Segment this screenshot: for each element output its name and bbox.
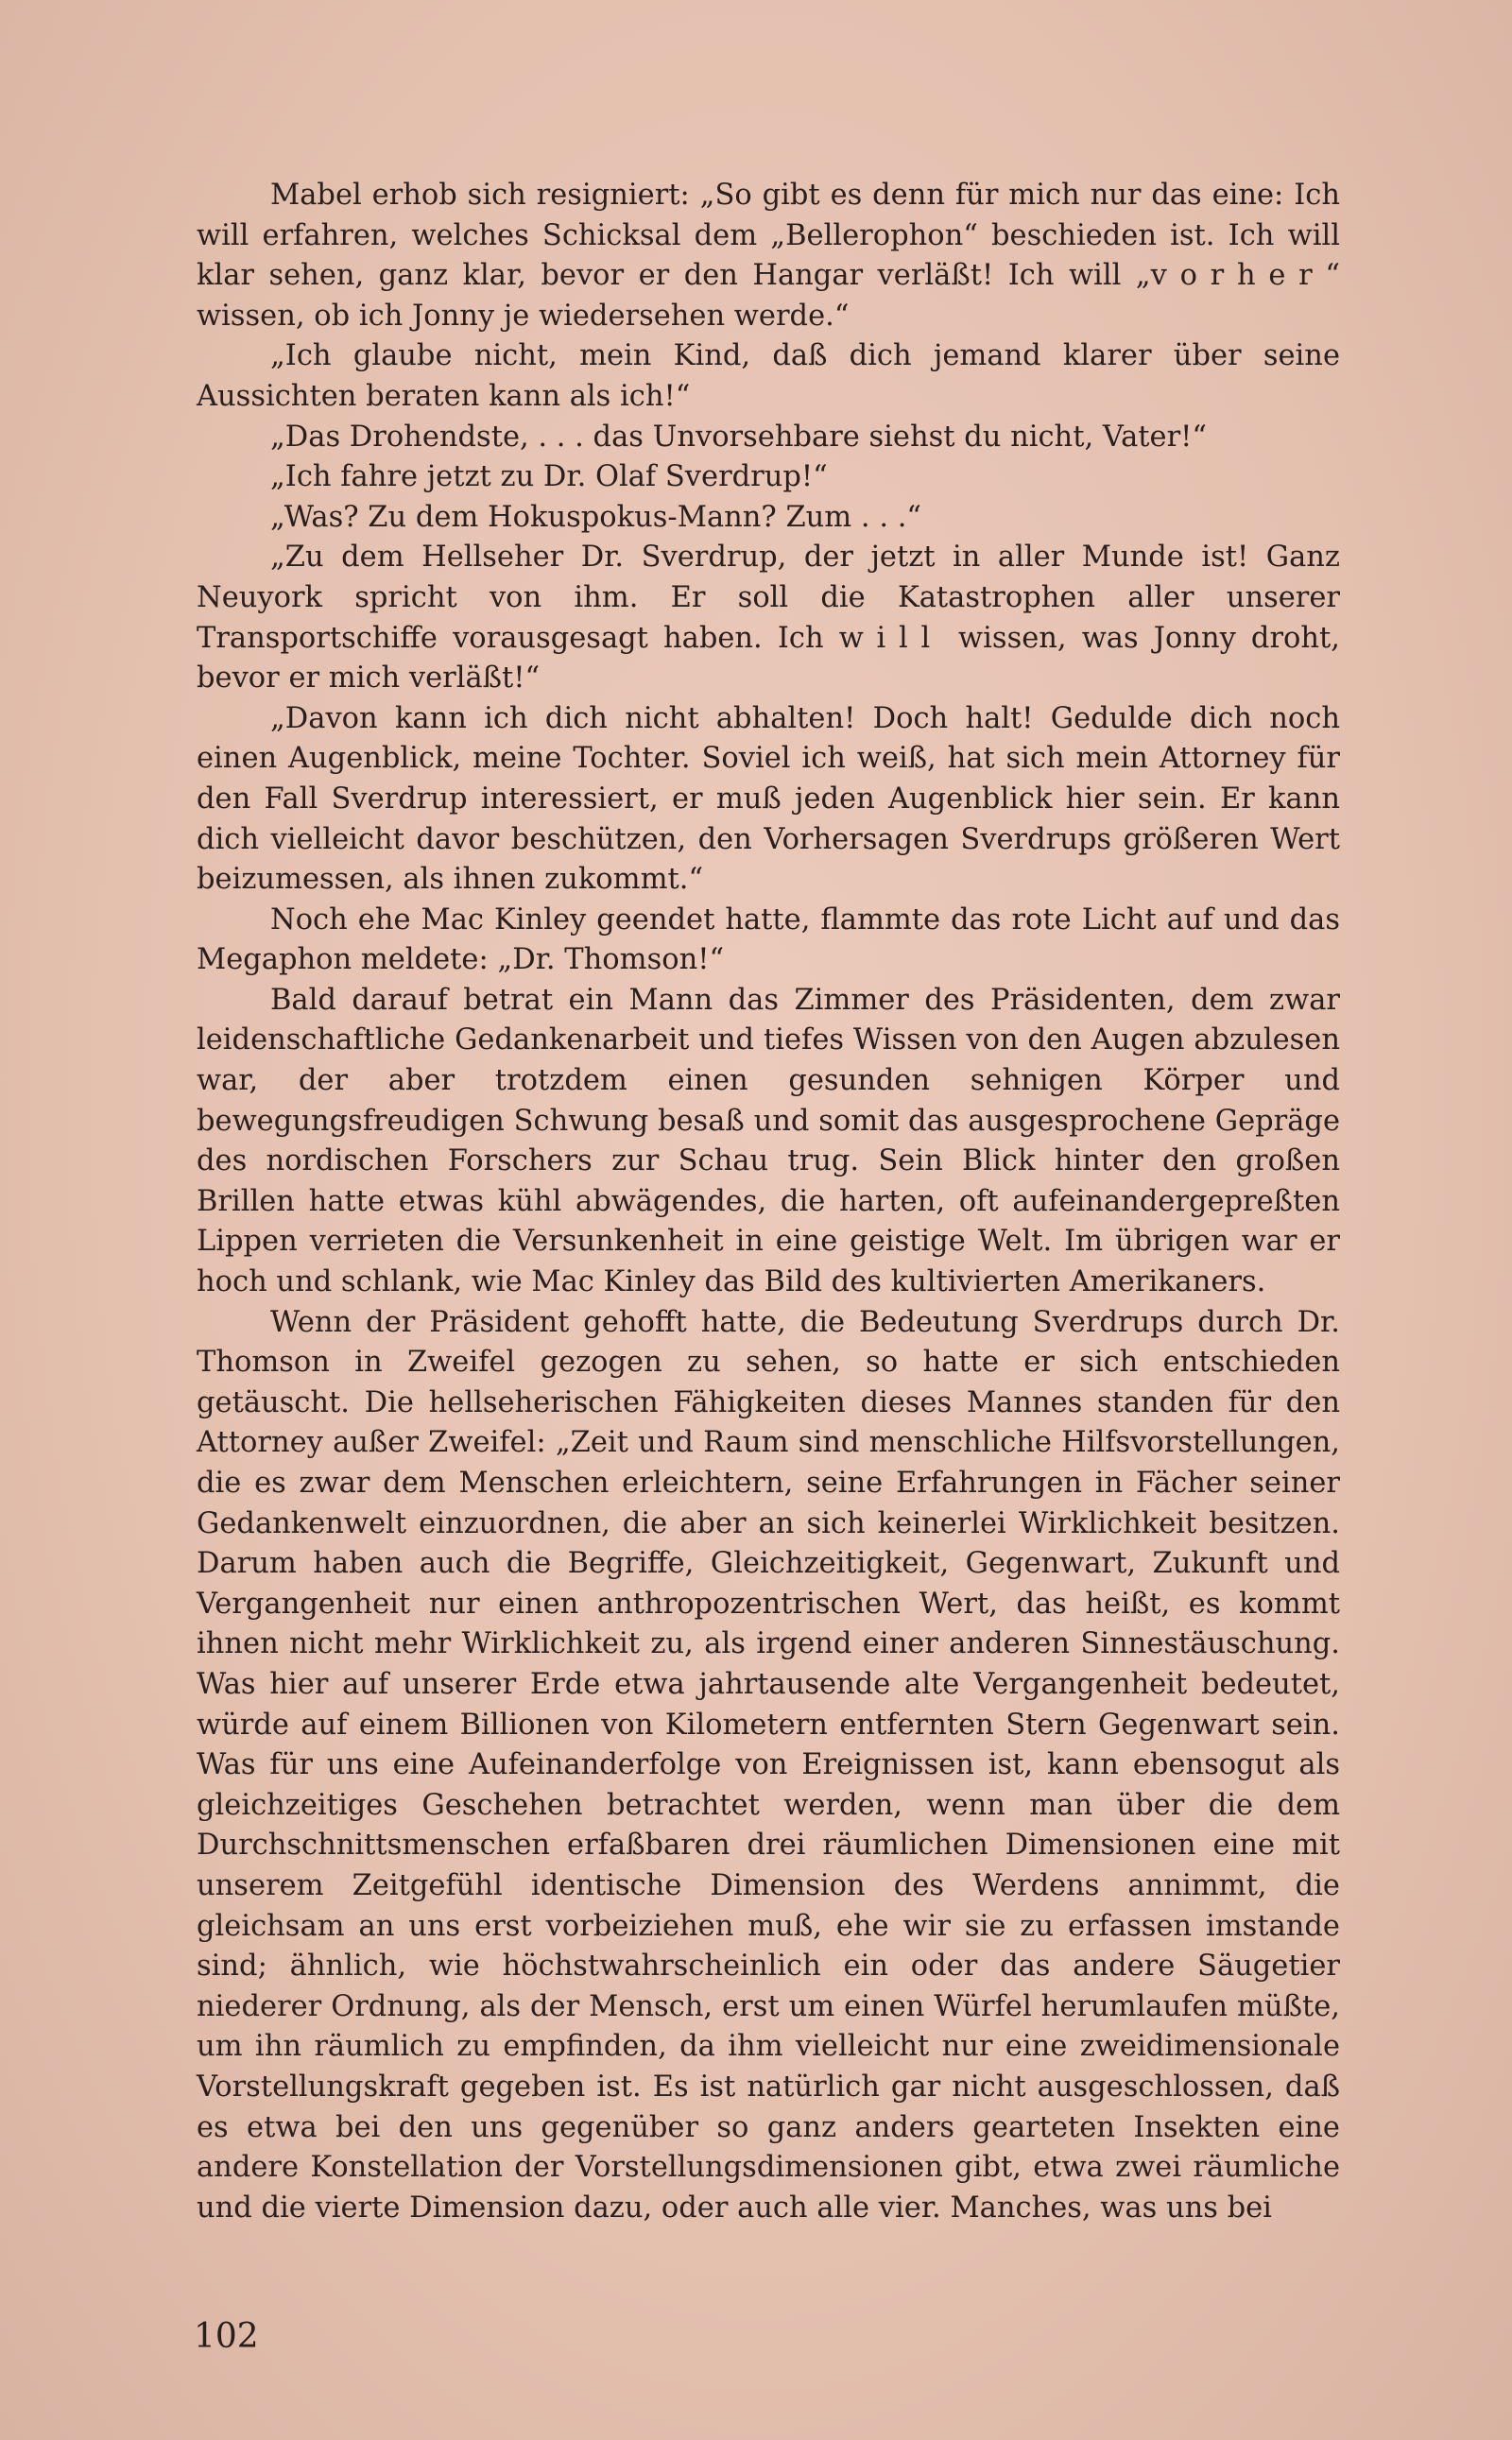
- paragraph: [197, 699, 1340, 901]
- body-text: [197, 176, 1340, 2228]
- paragraph-text: „Das Drohendste, . . . das Unvorsehbare siehst du nicht, Vater!“: [270, 420, 1207, 454]
- paragraph: [197, 176, 1340, 336]
- page-number: 102: [194, 2317, 259, 2356]
- paragraph-text: Bald darauf betrat ein Mann das Zimmer des Präsidenten, dem zwar leidenschaftliche Gedankenarbeit und tiefes Wissen von den Augen abzulesen war, der aber trotzdem einen gesunden sehnigen Körper und bewegungsfreudigen Schwung besaß und somit das ausgesprochene Gepräge des nordischen Forschers zur Schau trug. Sein Blick hinter den großen Brillen hatte etwas kühl abwägendes, die harten, oft aufeinandergepreßten Lippen verrieten die Versunkenheit in eine geistige Welt. Im übrigen war er hoch und schlank, wie Mac Kinley das Bild des kultivierten Amerikaners.: [197, 983, 1340, 1299]
- paragraph-text: Wenn der Präsident gehofft hatte, die Bedeutung Sverdrups durch Dr. Thomson in Zweifel gezogen zu sehen, so hatte er sich entschieden getäuscht. Die hellseherischen Fähigkeiten dieses Mannes standen für den Attorney außer Zweifel: „Zeit und Raum sind menschliche Hilfsvorstellungen, die es zwar dem Menschen erleichtern, seine Erfahrungen in Fächer seiner Gedankenwelt einzuordnen, die aber an sich keinerlei Wirklichkeit besitzen. Darum haben auch die Begriffe, Gleichzeitigkeit, Gegenwart, Zukunft und Vergangenheit nur einen anthropozentrischen Wert, das heißt, es kommt ihnen nicht mehr Wirklichkeit zu, als irgend einer anderen Sinnestäuschung. Was hier auf unserer Erde etwa jahrtausende alte Vergangenheit bedeutet, würde auf einem Billionen von Kilometern entfernten Stern Gegenwart sein. Was für uns eine Aufeinanderfolge von Ereignissen ist, kann ebensogut als gleichzeitiges Geschehen betrachtet werden, wenn man über die dem Durchschnittsmenschen erfaßbaren drei räumlichen Dimensionen eine mit unserem Zeitgefühl identische Dimension des Werdens annimmt, die gleichsam an uns erst vorbeiziehen muß, ehe wir sie zu erfassen imstande sind; ähnlich, wie höchstwahrscheinlich ein oder das andere Säugetier niederer Ordnung, als der Mensch, erst um einen Würfel herumlaufen müßte, um ihn räumlich zu empfinden, da ihm vielleicht nur eine zweidimensionale Vorstellungskraft gegeben ist. Es ist natürlich gar nicht ausgeschlossen, daß es etwa bei den uns gegenüber so ganz anders gearteten Insekten eine andere Konstellation der Vorstellungsdimensionen gibt, etwa zwei räumliche und die vierte Dimension dazu, oder auch alle vier. Manches, was uns bei: [197, 1305, 1340, 2225]
- paragraph: [197, 901, 1340, 981]
- paragraph: [197, 498, 1340, 539]
- paragraph-text: „Was? Zu dem Hokuspokus-Mann? Zum . . .“: [270, 500, 921, 534]
- paragraph-text: „Ich glaube nicht, mein Kind, daß dich jemand klarer über seine Aussichten beraten kann als ich!“: [197, 339, 1340, 413]
- paragraph: [197, 1303, 1340, 2229]
- paragraph-text: „Davon kann ich dich nicht abhalten! Doch halt! Gedulde dich noch einen Augenblick, meine Tochter. Soviel ich weiß, hat sich mein Attorney für den Fall Sverdrup interessiert, er muß jeden Augenblick hier sein. Er kann dich vielleicht davor beschützen, den Vorhersagen Sverdrups größeren Wert beizumessen, als ihnen zukommt.“: [197, 701, 1340, 897]
- spaced-emphasis-text: vorher: [1150, 259, 1326, 293]
- paragraph: [197, 457, 1340, 498]
- paragraph-text: „Zu dem Hellseher Dr. Sverdrup, der jetzt in aller Munde ist! Ganz Neuyork spricht von ihm. Er soll die Katastrophen aller unserer Transportschiffe vorausgesagt haben. Ich: [197, 541, 1340, 655]
- paragraph-text: “ wissen, ob ich Jonny je wiedersehen werde.“: [197, 259, 1340, 333]
- paragraph: [197, 538, 1340, 698]
- paragraph: [197, 336, 1340, 417]
- paragraph: [197, 418, 1340, 458]
- paragraph-text: Noch ehe Mac Kinley geendet hatte, flammte das rote Licht auf und das Megaphon meldete: „Dr. Thomson!“: [197, 902, 1340, 977]
- spaced-emphasis-text: will: [838, 621, 943, 655]
- paragraph-text: wissen, was Jonny droht, bevor er mich verläßt!“: [197, 621, 1340, 696]
- paragraph-text: „Ich fahre jetzt zu Dr. Olaf Sverdrup!“: [270, 460, 828, 494]
- paragraph: [197, 981, 1340, 1303]
- paragraph-text: Mabel erhob sich resigniert: „So gibt es denn für mich nur das eine: Ich will erfahren, welches Schicksal dem „Bellerophon“ beschieden ist. Ich will klar sehen, ganz klar, bevor er den Hangar verläßt! Ich will „: [197, 179, 1340, 293]
